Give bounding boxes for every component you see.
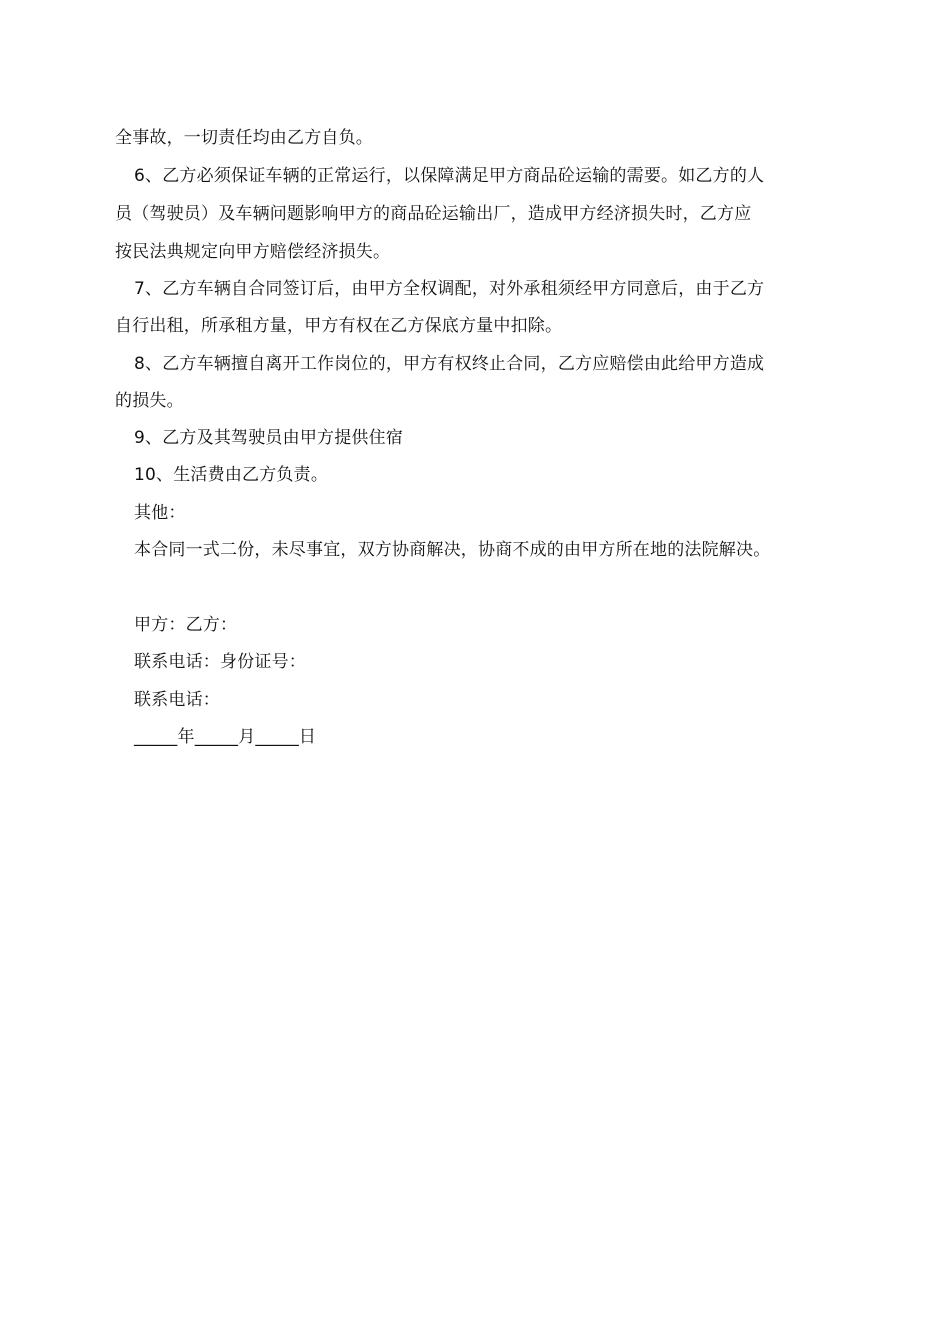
clause-text: 全事故，一切责任均由乙方自负。 bbox=[115, 128, 373, 148]
clause-8-text: 8、乙方车辆擅自离开工作岗位的，甲方有权终止合同，乙方应赔偿由此给甲方造成 bbox=[134, 354, 765, 374]
clause-7-text: 7、乙方车辆自合同签订后，由甲方全权调配，对外承租须经甲方同意后，由于乙方 bbox=[134, 279, 765, 299]
clause-6-text: 按民法典规定向甲方赔偿经济损失。 bbox=[115, 242, 391, 262]
other-text: 本合同一式二份，未尽事宜，双方协商解决，协商不成的由甲方所在地的法院解决。 bbox=[134, 540, 771, 560]
clause-9-text: 9、乙方及其驾驶员由甲方提供住宿 bbox=[134, 428, 404, 448]
clause-6-text: 6、乙方必须保证车辆的正常运行，以保障满足甲方商品砼运输的需要。如乙方的人 bbox=[134, 166, 765, 186]
clause-7-text: 自行出租，所承租方量，甲方有权在乙方保底方量中扣除。 bbox=[115, 316, 563, 336]
clause-6-text: 员（驾驶员）及车辆问题影响甲方的商品砼运输出厂，造成甲方经济损失时，乙方应 bbox=[115, 204, 752, 224]
other-heading: 其他： bbox=[134, 503, 186, 523]
signature-date: _____年_____月_____日 bbox=[134, 727, 317, 747]
clause-8-text: 的损失。 bbox=[115, 391, 184, 411]
clause-10-text: 10、生活费由乙方负责。 bbox=[134, 465, 329, 485]
signature-parties: 甲方：乙方： bbox=[134, 615, 238, 635]
signature-phone: 联系电话： bbox=[134, 690, 220, 710]
signature-phone-id: 联系电话：身份证号： bbox=[134, 652, 306, 672]
